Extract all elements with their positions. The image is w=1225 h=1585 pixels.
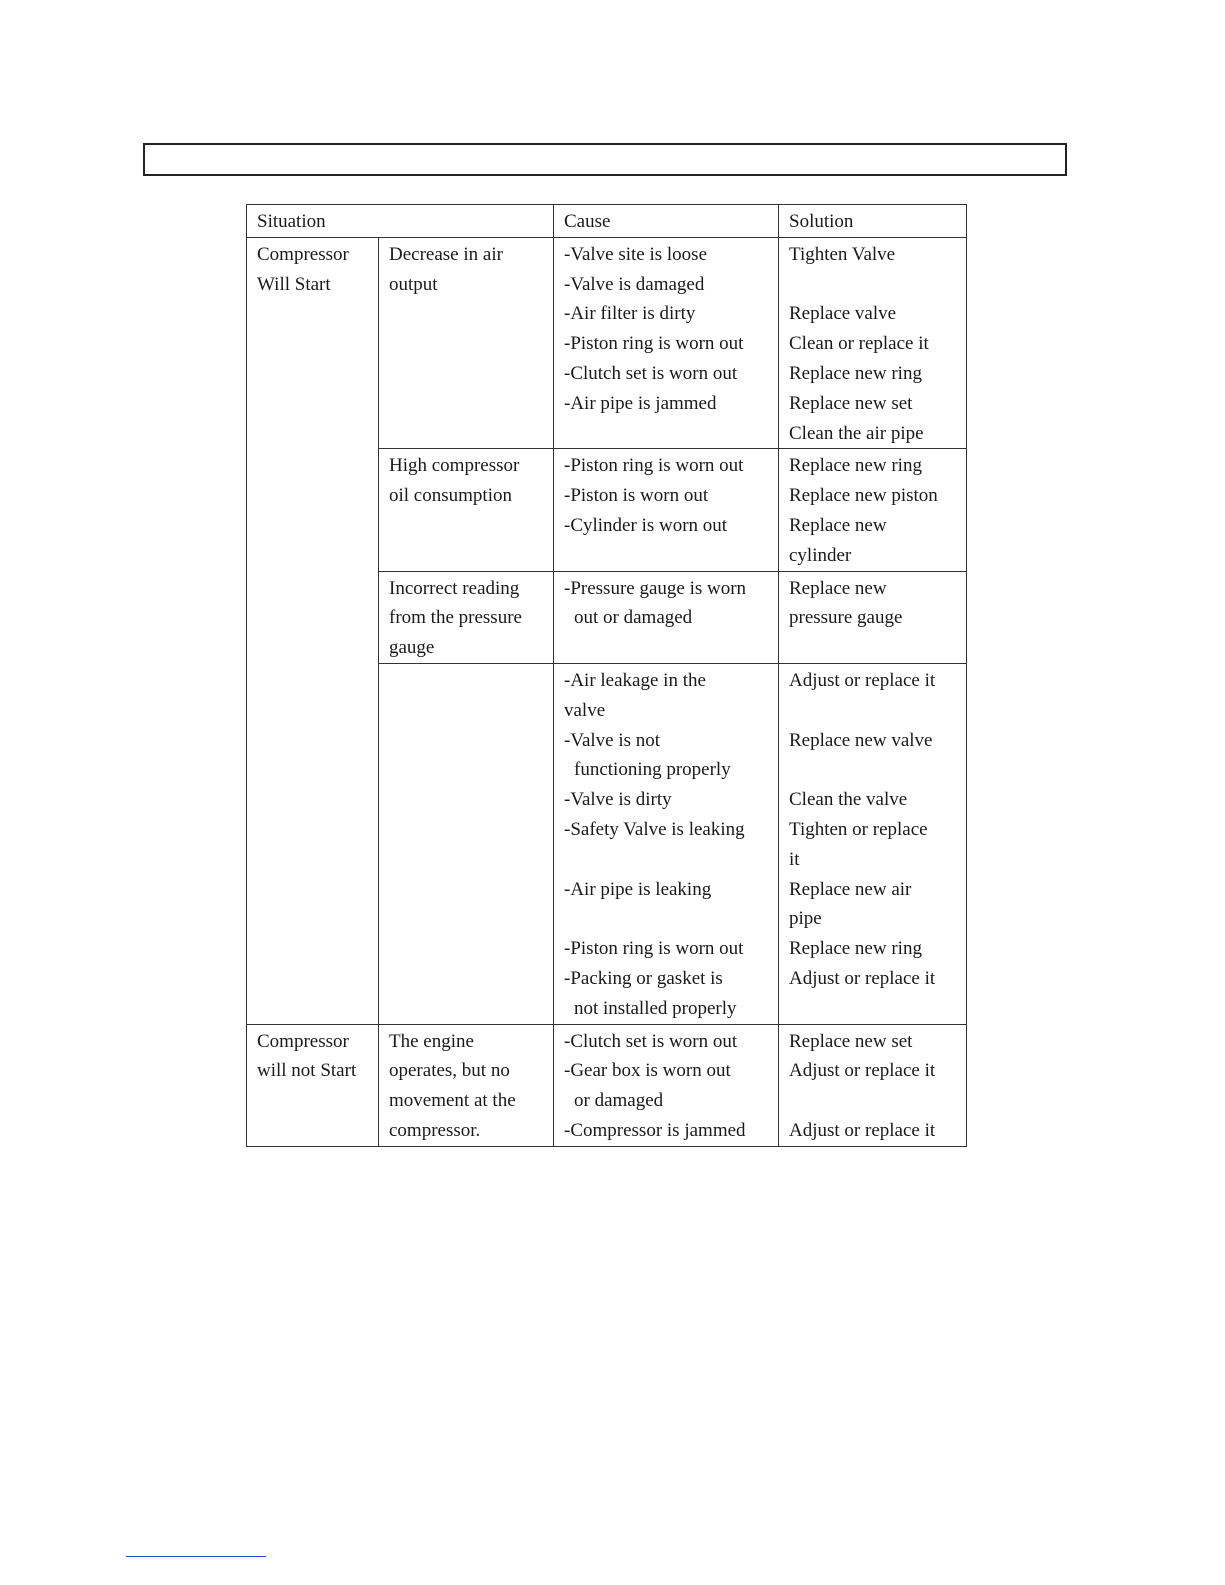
cause-cell-line: -Valve is damaged: [564, 273, 705, 295]
cause-cell-line: -Valve site is loose: [564, 243, 708, 265]
troubleshooting-table: [246, 204, 967, 1147]
solution-cell-line: Replace new set: [789, 392, 913, 414]
problem-cell-line: movement at the: [389, 1090, 516, 1112]
solution-cell-line: Replace new piston: [789, 485, 938, 507]
cause-cell-line: -Piston ring is worn out: [564, 938, 744, 960]
solution-cell: [779, 1024, 967, 1146]
solution-cell-line: Replace new ring: [789, 362, 922, 384]
situation-cell-line: Will Start: [257, 273, 331, 295]
solution-cell-line: Clean the valve: [789, 789, 908, 811]
problem-cell-line: compressor.: [389, 1119, 481, 1141]
cause-cell-line: -Air pipe is leaking: [564, 878, 712, 900]
cause-cell-line: functioning properly: [574, 759, 731, 781]
problem-cell-line: Decrease in air: [389, 243, 503, 265]
table-row: [247, 1024, 967, 1146]
solution-cell-line: Clean or replace it: [789, 333, 929, 355]
cause-cell-line: -Piston ring is worn out: [564, 455, 744, 477]
solution-cell-line: [789, 696, 958, 726]
solution-cell: [779, 449, 967, 571]
problem-cell-line: gauge: [389, 637, 435, 659]
solution-cell: [779, 663, 967, 1024]
cause-cell-line: or damaged: [574, 1090, 664, 1112]
cause-cell-line: -Clutch set is worn out: [564, 362, 738, 384]
solution-cell-line: [789, 270, 958, 300]
cause-cell-line: -Packing or gasket is: [564, 967, 723, 989]
cause-cell-line: [564, 633, 770, 663]
problem-cell-line: The engine: [389, 1030, 474, 1052]
cause-cell-line: -Air filter is dirty: [564, 303, 696, 325]
problem-cell-line: from the pressure: [389, 607, 522, 629]
solution-cell-line: [789, 755, 958, 785]
situation-cell-line: Compressor: [257, 243, 349, 265]
cause-cell-line: [564, 904, 770, 934]
solution-cell-line: Adjust or replace it: [789, 967, 936, 989]
solution-cell-line: Replace new ring: [789, 455, 922, 477]
cause-cell-line: -Valve is not: [564, 729, 661, 751]
problem-cell-line: oil consumption: [389, 485, 512, 507]
cause-cell: [554, 663, 779, 1024]
cause-cell-line: valve: [564, 699, 606, 721]
solution-cell-line: Clean the air pipe: [789, 422, 924, 444]
cause-cell-line: -Piston ring is worn out: [564, 333, 744, 355]
table-row: [247, 237, 967, 449]
problem-cell: [379, 1024, 554, 1146]
cause-cell-line: -Pressure gauge is worn: [564, 577, 747, 599]
situation-cell-line: will not Start: [257, 1060, 357, 1082]
cause-cell-line: -Clutch set is worn out: [564, 1030, 738, 1052]
solution-cell-line: Replace new ring: [789, 938, 922, 960]
solution-cell-line: Tighten or replace: [789, 818, 928, 840]
solution-cell: [779, 237, 967, 449]
header-solution: Solution: [779, 205, 967, 238]
cause-cell-line: -Compressor is jammed: [564, 1119, 746, 1141]
situation-cell-line: Compressor: [257, 1030, 349, 1052]
solution-cell-line: [789, 1086, 958, 1116]
cause-cell-line: not installed properly: [574, 997, 737, 1019]
solution-cell-line: pressure gauge: [789, 607, 903, 629]
solution-cell-line: Replace new: [789, 514, 887, 536]
table-body: [247, 205, 967, 1147]
problem-cell: [379, 449, 554, 571]
solution-cell-line: it: [789, 848, 800, 870]
cause-cell-line: [564, 541, 770, 571]
problem-cell-line: operates, but no: [389, 1060, 510, 1082]
solution-cell-line: Tighten Valve: [789, 243, 896, 265]
cause-cell-line: -Valve is dirty: [564, 789, 672, 811]
footer-rule: [126, 1556, 266, 1557]
header-situation: Situation: [247, 205, 554, 238]
situation-cell: [247, 237, 379, 1024]
problem-cell: [379, 237, 554, 449]
cause-cell-line: -Gear box is worn out: [564, 1060, 731, 1082]
troubleshooting-table-container: [246, 204, 967, 1147]
cause-cell: [554, 1024, 779, 1146]
solution-cell-line: Adjust or replace it: [789, 669, 936, 691]
cause-cell-line: -Cylinder is worn out: [564, 514, 728, 536]
cause-cell: [554, 571, 779, 663]
situation-cell: [247, 1024, 379, 1146]
solution-cell-line: [789, 633, 958, 663]
solution-cell-line: Replace new set: [789, 1030, 913, 1052]
solution-cell-line: Adjust or replace it: [789, 1060, 936, 1082]
solution-cell-line: Replace valve: [789, 303, 897, 325]
problem-cell-line: output: [389, 273, 438, 295]
solution-cell-line: Replace new: [789, 577, 887, 599]
solution-cell: [779, 571, 967, 663]
solution-cell-line: cylinder: [789, 544, 852, 566]
solution-cell-line: pipe: [789, 908, 822, 930]
cause-cell-line: -Air leakage in the: [564, 669, 706, 691]
problem-cell-line: High compressor: [389, 455, 520, 477]
cause-cell: [554, 237, 779, 449]
problem-cell: [379, 571, 554, 663]
cause-cell: [554, 449, 779, 571]
cause-cell-line: [564, 419, 770, 449]
problem-cell: [379, 663, 554, 1024]
solution-cell-line: Replace new air: [789, 878, 912, 900]
solution-cell-line: Replace new valve: [789, 729, 933, 751]
cause-cell-line: -Safety Valve is leaking: [564, 818, 745, 840]
cause-cell-line: [564, 845, 770, 875]
solution-cell-line: Adjust or replace it: [789, 1119, 936, 1141]
cause-cell-line: out or damaged: [574, 607, 693, 629]
problem-cell-line: Incorrect reading: [389, 577, 520, 599]
solution-cell-line: [789, 994, 958, 1024]
section-header-box: [143, 143, 1067, 176]
cause-cell-line: -Air pipe is jammed: [564, 392, 717, 414]
cause-cell-line: -Piston is worn out: [564, 485, 709, 507]
table-header-row: [247, 205, 967, 238]
header-cause: Cause: [554, 205, 779, 238]
